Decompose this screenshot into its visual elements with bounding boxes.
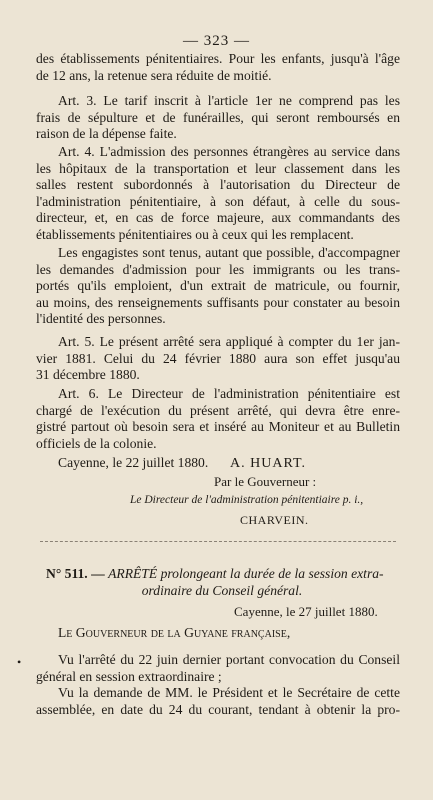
text-line: assemblée, en date du 24 du courant, tendant à obtenir la pro- <box>36 701 400 717</box>
margin-mark: • <box>17 655 22 669</box>
page-number: — 323 — <box>183 33 250 49</box>
paragraph-vu-1 <box>36 652 400 685</box>
text-line: officiels de la colonie. <box>36 435 157 451</box>
signature-by: Par le Gouverneur : <box>214 474 317 489</box>
governor-line <box>36 625 400 642</box>
text-line: Art. 6. Le Directeur de l'administration pénitentiaire est <box>58 386 400 401</box>
decree-date: Cayenne, le 27 juillet 1880. <box>234 604 378 619</box>
place-date <box>36 455 400 472</box>
paragraph-art-6 <box>36 386 400 452</box>
paragraph-engagistes <box>36 245 400 328</box>
text-line: chargé de l'exécution du présent arrêté, qui devra être enre- <box>36 402 400 418</box>
governor-line-text: Le Gouverneur de la Guyane française, <box>58 625 291 640</box>
decree-number: N° 511. — <box>46 566 105 581</box>
text-line: l'administration pénitentiaire, à son défaut, à celle du sous- <box>36 193 400 209</box>
text-line: Art. 5. Le présent arrêté sera appliqué à compter du 1er jan- <box>58 334 400 349</box>
text-line: raison de la dépense faite. <box>36 126 177 142</box>
section-divider <box>40 541 396 542</box>
decree-title-line-1: ARRÊTÉ prolongeant la durée de la session extra- <box>108 566 384 581</box>
text-line: vier 1881. Celui du 24 février 1880 aura son effet jusqu'au <box>36 350 400 366</box>
text-line: portés qu'ils emploient, d'un extrait de matricule, ou fournir, <box>36 278 400 294</box>
place-date-text: Cayenne, le 22 juillet 1880. <box>58 455 209 470</box>
paragraph-vu-2 <box>36 685 400 718</box>
text-line: directeur, et, en cas de force majeure, aux commandants des <box>36 210 400 226</box>
countersignature: CHARVEIN. <box>240 513 309 527</box>
director-title: Le Directeur de l'administration pénitentiaire p. i., <box>130 494 364 506</box>
paragraph-1 <box>36 51 400 84</box>
text-line: général en session extraordinaire ; <box>36 668 222 684</box>
text-line: Art. 3. Le tarif inscrit à l'article 1er ne comprend pas les <box>58 93 400 108</box>
text-line: de 12 ans, la retenue sera réduite de moitié. <box>36 67 272 83</box>
text-line: Vu l'arrêté du 22 juin dernier portant convocation du Conseil <box>58 652 400 667</box>
governor-signature: A. HUART. <box>230 456 306 471</box>
text-line: au moins, des renseignements suffisants pour constater au besoin <box>36 294 400 310</box>
text-line: Les engagistes sont tenus, autant que possible, d'accompagner <box>58 245 400 260</box>
text-line: Art. 4. L'admission des personnes étrangères au service dans <box>58 144 400 159</box>
text-line: 31 décembre 1880. <box>36 367 140 383</box>
text-line: les demandes d'admission pour les immigrants ou les trans- <box>36 261 400 277</box>
paragraph-art-5 <box>36 334 400 384</box>
text-line: frais de sépulture et de funérailles, qui seront remboursés en <box>36 109 400 125</box>
decree-title-line-2: ordinaire du Conseil général. <box>141 582 303 598</box>
text-line: l'identité des personnes. <box>36 311 166 327</box>
decree-heading <box>46 566 398 599</box>
paragraph-art-4 <box>36 144 400 244</box>
text-line: établissements pénitentiaires ou à ceux qui les remplacent. <box>36 226 354 242</box>
text-line: gistré partout où besoin sera et inséré au Moniteur et au Bulletin <box>36 419 400 435</box>
text-line: Vu la demande de MM. le Président et le Secrétaire de cette <box>58 685 400 700</box>
text-line: salles restent subordonnés à l'autorisation du Directeur de <box>36 177 400 193</box>
text-line: des établissements pénitentiaires. Pour les enfants, jusqu'à l'âge <box>36 51 400 66</box>
text-line: les hôpitaux de la transportation et leur classement dans les <box>36 160 400 176</box>
paragraph-art-3 <box>36 93 400 143</box>
